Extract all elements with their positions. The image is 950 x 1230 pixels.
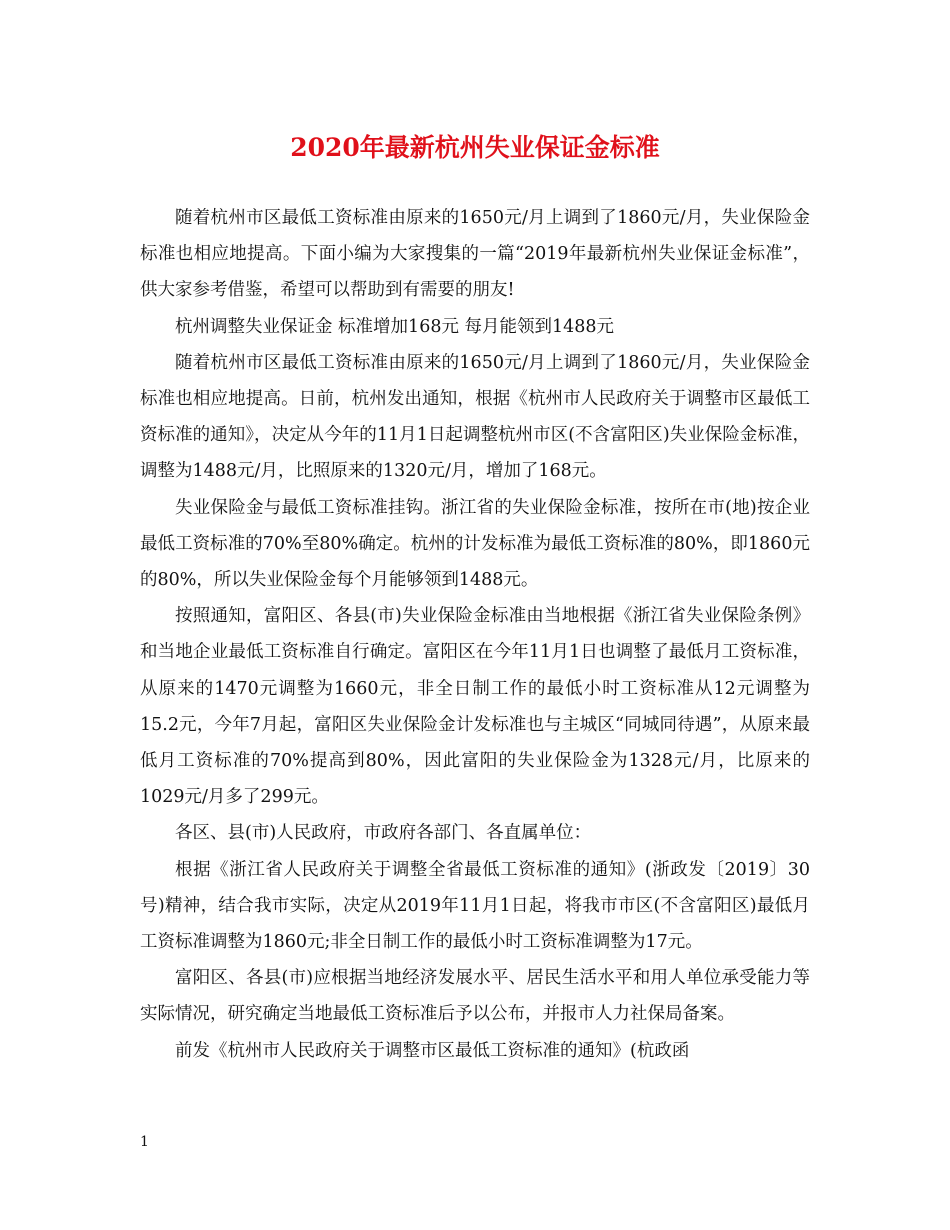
document-title: 2020年最新杭州失业保证金标准 <box>290 133 660 162</box>
paragraph: 前发《杭州市人民政府关于调整市区最低工资标准的通知》(杭政函 <box>175 1040 690 1061</box>
paragraph: 杭州调整失业保证金 标准增加168元 每月能领到1488元 <box>175 316 615 337</box>
page-number: 1 <box>140 1134 149 1150</box>
paragraph: 根据《浙江省人民政府关于调整全省最低工资标准的通知》(浙政发〔2019〕30号)精神，结合我市实际，决定从2019年11月1日起，将我市市区(不含富阳区)最低月工资标准调整为1860元;非全日制工作的最低小时工资标准调整为17元。 <box>140 859 810 953</box>
paragraph: 随着杭州市区最低工资标准由原来的1650元/月上调到了1860元/月，失业保险金标准也相应地提高。日前，杭州发出通知，根据《杭州市人民政府关于调整市区最低工资标准的通知》，决定从今年的11月1日起调整杭州市区(不含富阳区)失业保险金标准，调整为1488元/月，比照原来的1320元/月，增加了168元。 <box>140 352 810 482</box>
paragraph: 失业保险金与最低工资标准挂钩。浙江省的失业保险金标准，按所在市(地)按企业最低工资标准的70%至80%确定。杭州的计发标准为最低工资标准的80%，即1860元的80%，所以失业保险金每个月能够领到1488元。 <box>140 497 810 591</box>
paragraph: 各区、县(市)人民政府，市政府各部门、各直属单位： <box>175 823 592 844</box>
paragraph: 按照通知，富阳区、各县(市)失业保险金标准由当地根据《浙江省失业保险条例》和当地企业最低工资标准自行确定。富阳区在今年11月1日也调整了最低月工资标准，从原来的1470元调整为1660元，非全日制工作的最低小时工资标准从12元调整为15.2元，今年7月起，富阳区失业保险金计发标准也与主城区“同城同待遇”，从原来最低月工资标准的70%提高到80%，因此富阳的失业保险金为1328元/月，比原来的1029元/月多了299元。 <box>140 606 810 808</box>
paragraph: 富阳区、各县(市)应根据当地经济发展水平、居民生活水平和用人单位承受能力等实际情况，研究确定当地最低工资标准后予以公布，并报市人力社保局备案。 <box>140 968 810 1025</box>
paragraph: 随着杭州市区最低工资标准由原来的1650元/月上调到了1860元/月，失业保险金标准也相应地提高。下面小编为大家搜集的一篇“2019年最新杭州失业保证金标准”，供大家参考借鉴，希望可以帮助到有需要的朋友! <box>140 208 810 301</box>
document-body <box>140 200 810 1069</box>
